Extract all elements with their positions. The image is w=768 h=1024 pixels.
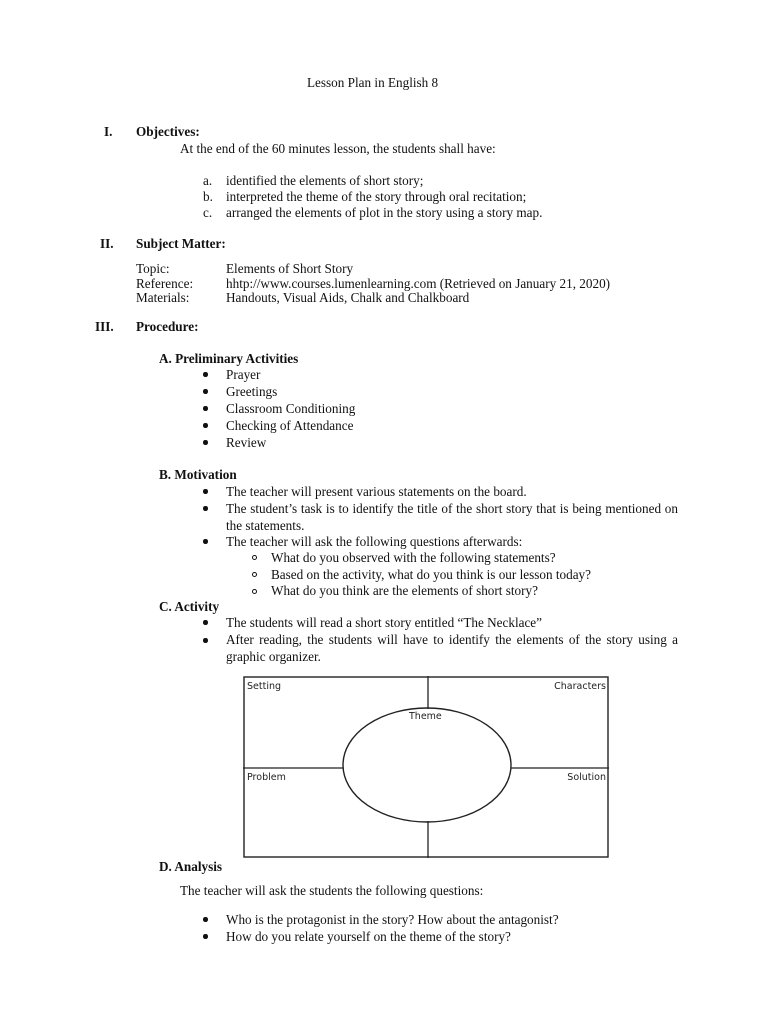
field-label: Reference: — [136, 276, 194, 291]
bullet-icon — [203, 372, 208, 377]
bullet-icon — [203, 620, 208, 625]
list-item: How do you relate yourself on the theme of the story? — [226, 929, 511, 944]
list-marker: a. — [203, 173, 213, 188]
subsection-heading: D. Analysis — [159, 859, 223, 874]
field-value: Handouts, Visual Aids, Chalk and Chalkboard — [226, 290, 470, 305]
list-item: Who is the protagonist in the story? How about the antagonist? — [226, 912, 559, 927]
list-marker: c. — [203, 205, 213, 220]
bullet-icon — [203, 423, 208, 428]
section-number: III. — [95, 319, 114, 334]
story-graphic-organizer — [243, 676, 609, 858]
section-heading: Objectives: — [136, 124, 200, 139]
objectives-intro: At the end of the 60 minutes lesson, the students shall have: — [180, 141, 496, 156]
bullet-icon — [203, 406, 208, 411]
section-heading: Subject Matter: — [136, 236, 226, 251]
circle-bullet-icon — [252, 589, 257, 594]
page-title: Lesson Plan in English 8 — [307, 75, 439, 90]
list-item: After reading, the students will have to identify the elements of the story using a graphic organizer. — [226, 632, 678, 664]
field-value: Elements of Short Story — [226, 261, 354, 276]
bullet-icon — [203, 934, 208, 939]
bullet-icon — [203, 506, 208, 511]
list-item: arranged the elements of plot in the story using a story map. — [226, 205, 543, 220]
list-item: The teacher will present various statements on the board. — [226, 484, 527, 499]
organizer-label-problem: Problem — [247, 772, 286, 783]
section-number: I. — [104, 124, 113, 139]
organizer-label-theme: Theme — [409, 711, 442, 722]
subsection-heading: C. Activity — [159, 599, 220, 614]
bullet-icon — [203, 917, 208, 922]
list-subitem: What do you observed with the following statements? — [271, 550, 556, 565]
organizer-frame — [243, 676, 609, 858]
list-item: Greetings — [226, 384, 278, 399]
subsection-heading: B. Motivation — [159, 467, 237, 482]
list-item: Review — [226, 435, 267, 450]
bullet-icon — [203, 440, 208, 445]
organizer-label-setting: Setting — [247, 681, 282, 692]
organizer-label-characters: Characters — [554, 681, 606, 692]
circle-bullet-icon — [252, 555, 257, 560]
list-item: Classroom Conditioning — [226, 401, 356, 416]
organizer-label-solution: Solution — [567, 772, 606, 783]
list-subitem: What do you think are the elements of short story? — [271, 583, 538, 598]
circle-bullet-icon — [252, 572, 257, 577]
list-subitem: Based on the activity, what do you think is our lesson today? — [271, 567, 591, 582]
list-item: identified the elements of short story; — [226, 173, 424, 188]
section-number: II. — [100, 236, 114, 251]
field-value: hhtp://www.courses.lumenlearning.com (Retrieved on January 21, 2020) — [226, 276, 611, 291]
list-item: Checking of Attendance — [226, 418, 354, 433]
analysis-intro: The teacher will ask the students the following questions: — [180, 883, 484, 898]
list-item: The student’s task is to identify the title of the short story that is being mentioned on the statements. — [226, 501, 678, 533]
section-heading: Procedure: — [136, 319, 199, 334]
list-item: The students will read a short story entitled “The Necklace” — [226, 615, 543, 630]
list-item: Prayer — [226, 367, 261, 382]
field-label: Topic: — [136, 261, 170, 276]
list-item: The teacher will ask the following questions afterwards: — [226, 534, 523, 549]
list-item: interpreted the theme of the story through oral recitation; — [226, 189, 527, 204]
bullet-icon — [203, 389, 208, 394]
bullet-icon — [203, 638, 208, 643]
bullet-icon — [203, 489, 208, 494]
field-label: Materials: — [136, 290, 190, 305]
list-marker: b. — [203, 189, 213, 204]
subsection-heading: A. Preliminary Activities — [159, 351, 299, 366]
bullet-icon — [203, 539, 208, 544]
